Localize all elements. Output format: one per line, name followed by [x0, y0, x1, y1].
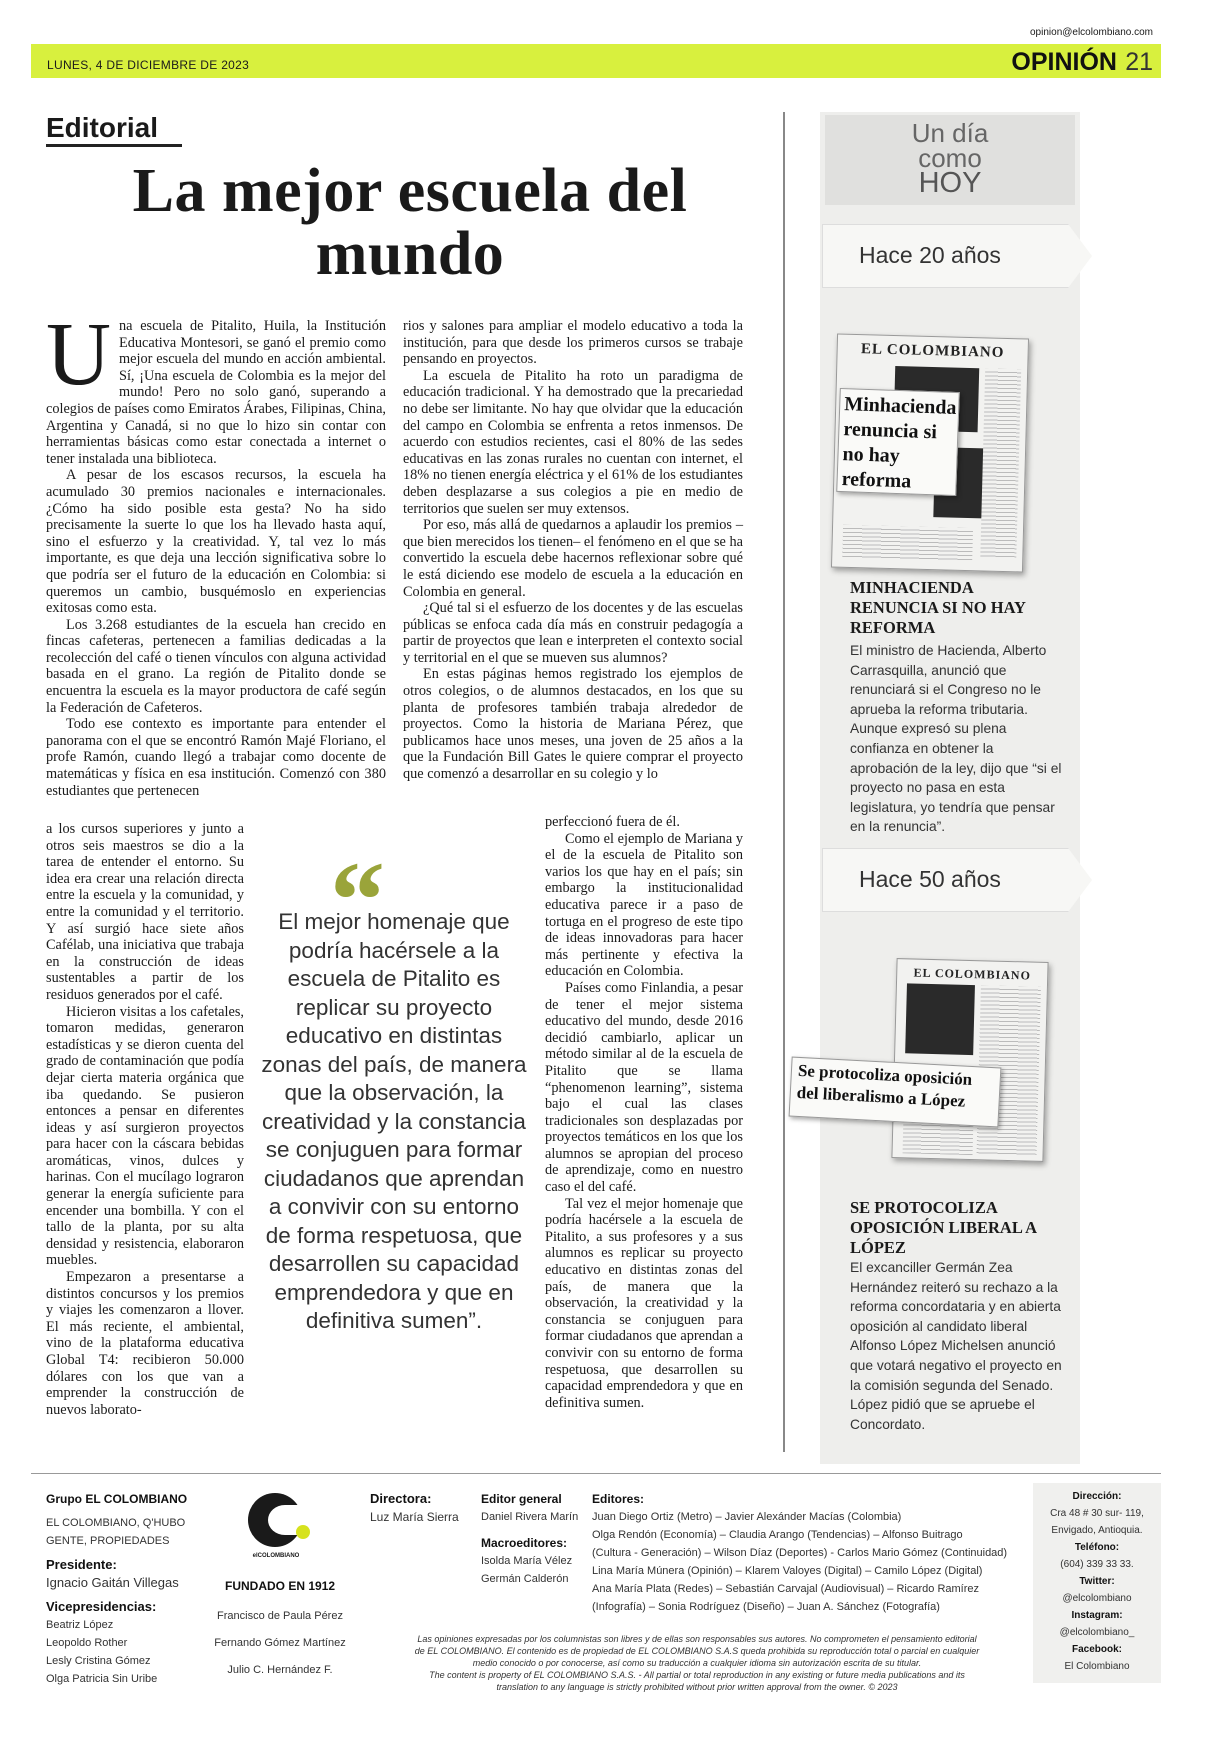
instagram-handle[interactable]: @elcolombiano_	[1059, 1627, 1135, 1638]
editors-line: Olga Rendón (Economía) – Claudia Arango (Tendencias) – Alfonso Buitrago	[592, 1529, 963, 1541]
paragraph: Países como Finlandia, a pesar de tener el mejor sistema educativo del mundo, desde 2016 decidió cambiarlo, aplicar un método similar al de la escuela de Pitalito que se llama “phenomenon learning”, sistema bajo el cual las clases tradicionales son desplazadas por proyectos temáticos en los que los alumnos se apropian del proceso de aprendizaje, como en nuestro caso el del café.	[545, 979, 743, 1196]
editor-general-name: Daniel Rivera Marín	[481, 1511, 579, 1523]
column-divider	[783, 112, 785, 1452]
founder-name: Francisco de Paula Pérez	[217, 1610, 343, 1622]
president-name: Ignacio Gaitán Villegas	[46, 1575, 179, 1590]
footer-group	[46, 1490, 187, 1688]
paragraph: Todo ese contexto es importante para entender el panorama con el que se encontró Ramón Majé Floriano, el profe Ramón, cuando llegó a trabajar como docente de matemáticas y física en esa institución. Comenzó con 380 estudiantes que pertenecen	[46, 716, 386, 799]
footer-founders	[210, 1577, 350, 1679]
drop-cap: U	[46, 305, 111, 404]
editor-general-label: Editor general	[481, 1492, 562, 1506]
group-title: Grupo EL COLOMBIANO	[46, 1492, 188, 1506]
sidebar-title	[825, 115, 1075, 199]
editors-label: Editores:	[592, 1492, 645, 1506]
paragraph: a los cursos superiores y junto a otros seis maestros se dio a la tarea de entender el entorno. Su idea era crear una relación directa entre la escuela y la comunidad, y entre la comunidad y el territorio. Y así surgió hace siete años Cafélab, una iniciativa que trabaja en la construcción de ideas sustentables a partir de los residuos generados por el café.	[46, 821, 244, 1003]
section-name: OPINIÓN	[1011, 48, 1117, 76]
header-email[interactable]: opinion@elcolombiano.com	[1030, 27, 1153, 38]
vp-label: Vicepresidencias:	[46, 1599, 157, 1614]
disclaimer-line: The content is property of EL COLOMBIANO S.A.S. - All partial or total reproduction in any existing or future media publications and its	[429, 1670, 965, 1680]
page-number: 21	[1125, 48, 1153, 76]
editors-line: (Infografía) – Sonia Rodríguez (Diseño) – Juan A. Sánchez (Fotografía)	[592, 1601, 940, 1613]
twitter-label: Twitter:	[1079, 1576, 1115, 1587]
editorial-rule	[46, 144, 182, 147]
article-headline: La mejor escuela del mundo	[132, 157, 688, 288]
address-label: Dirección:	[1072, 1491, 1122, 1502]
newspaper-text-lines	[842, 525, 973, 562]
footer-director	[370, 1490, 459, 1526]
article-column-2b	[545, 814, 743, 1411]
footer-editors	[592, 1490, 1007, 1616]
director-label: Directora:	[370, 1491, 432, 1506]
facebook-label: Facebook:	[1071, 1644, 1122, 1655]
article-column-2a	[403, 318, 743, 783]
editors-line: Ana María Plata (Redes) – Sebastián Carvajal (Audiovisual) – Ricardo Ramírez	[592, 1583, 980, 1595]
logo-text: elCOLOMBIANO	[252, 1553, 300, 1559]
paragraph: La escuela de Pitalito ha roto un paradigma de educación tradicional. Y ha demostrado que la precariedad no debe ser limitante. No hay que olvidar que la educación del campo en Colombia se enfrenta a retos inmensos. De acuerdo con estudios recientes, casi el 80% de las sedes educativas en las zonas rurales no cuentan con internet, el 18% no tienen energía eléctrica y el 61% de los estudiantes deben desplazarse a sus colegios a pie en medio de territorios que suelen ser muy extensos.	[403, 367, 743, 517]
newspaper-masthead: EL COLOMBIANO	[913, 965, 1032, 983]
disclaimer-line: Las opiniones expresadas por los columnistas son libres y de ellas son responsables sus autores. No comprometen el pensamiento editorial	[417, 1634, 977, 1644]
footer-rule	[31, 1473, 1161, 1474]
sidebar-headline-50: SE PROTOCOLIZA OPOSICIÓN LIBERAL A LÓPEZ	[850, 1198, 1037, 1257]
group-brands: EL COLOMBIANO, Q'HUBO	[46, 1517, 186, 1529]
vp-name: Olga Patricia Sin Uribe	[46, 1673, 158, 1685]
macroeditors-label: Macroeditores:	[481, 1536, 568, 1550]
newspaper-masthead: EL COLOMBIANO	[860, 341, 1005, 361]
sidebar-headline-20: MINHACIENDA RENUNCIA SI NO HAY REFORMA	[850, 578, 1026, 637]
newspaper-image-50	[891, 958, 1048, 1162]
vp-name: Lesly Cristina Gómez	[46, 1655, 151, 1667]
twitter-handle[interactable]: @elcolombiano	[1062, 1593, 1132, 1604]
newspaper-clipping-20: Minhacienda renuncia si no hay reforma	[836, 388, 960, 496]
newspaper-clipping-50: Se protocoliza oposición del liberalismo a López	[789, 1057, 1002, 1128]
editors-line: Lina María Múnera (Opinión) – Klarem Valoyes (Digital) – Camilo López (Digital)	[592, 1565, 983, 1577]
paragraph: rios y salones para ampliar el modelo educativo a toda la institución, para que desde los primeros cursos se trabaje pensando en proyectos.	[403, 318, 743, 368]
facebook-handle[interactable]: El Colombiano	[1064, 1661, 1130, 1672]
newspaper-text-lines	[980, 368, 1021, 559]
article-column-1a	[46, 305, 386, 799]
footer-contact	[1033, 1488, 1161, 1675]
editors-line: Juan Diego Ortiz (Metro) – Javier Alexánder Macías (Colombia)	[592, 1511, 902, 1523]
banner-20-years	[822, 224, 1069, 288]
phone-number[interactable]: (604) 339 33 33.	[1060, 1559, 1134, 1570]
quote-mark-icon: “	[330, 839, 385, 961]
article-column-1b	[46, 821, 244, 1418]
disclaimer-line: medio conocido o por conocerse, así como su traducción a cualquier idioma sin autorización escrita de su titular.	[472, 1658, 922, 1668]
paragraph: Tal vez el mejor homenaje que podría hacérsele a la escuela de Pitalito, a sus profesores y a sus alumnos es replicar su proyecto educativo en distintas zonas del país, de manera que la observación, la creatividad y la constancia se conjuguen para formar ciudadanos que aprendan a convivir con su entorno de forma respetuosa, que desarrollen su capacidad emprendedora y que en definitiva sumen.	[545, 1195, 743, 1411]
banner-label: Hace 50 años	[859, 866, 1001, 892]
banner-label: Hace 20 años	[859, 242, 1001, 268]
sidebar-title-line: Un día	[911, 118, 989, 148]
sidebar-text-50: El excanciller Germán Zea Hernández reiteró su rechazo a la reforma concordataria y en abierta oposición al candidato liberal Alfonso López Michelsen anunció que votará negativo el proyecto en la comisión segunda del Senado. López pidió que se apruebe el Concordato.	[850, 1260, 1062, 1432]
issue-date: LUNES, 4 DE DICIEMBRE DE 2023	[47, 58, 250, 72]
founder-name: Julio C. Hernández F.	[227, 1664, 333, 1676]
paragraph: perfeccionó fuera de él.	[545, 814, 680, 830]
paragraph: Por eso, más allá de quedarnos a aplaudir los premios –que bien merecidos los tienen– el fenómeno en el que se ha convertido la escuela debe hacernos reflexionar sobre qué le está diciendo ese modelo de escuela a la educación en Colombia en general.	[403, 517, 743, 600]
group-brands: GENTE, PROPIEDADES	[46, 1535, 170, 1547]
disclaimer-line: de EL COLOMBIANO. El contenido es de propiedad de EL COLOMBIANO S.A.S queda prohibida su reproducción total o parcial en cualquier	[414, 1646, 980, 1656]
vp-name: Beatriz López	[46, 1619, 114, 1631]
paragraph: En estas páginas hemos registrado los ejemplos de otros colegios, o de alumnos destacados, en los que su planta de profesores también trabaja alrededor de proyectos. Como la historia de Mariana Pérez, que publicamos hace unos meses, una joven de 25 años a la que la Fundación Bill Gates le quiere comprar el proyecto que comenzó a desarrollar en su colegio y lo	[403, 666, 743, 783]
sidebar-title-line: como	[918, 143, 982, 173]
newspaper-photo	[905, 983, 975, 1055]
macroeditor-name: Germán Calderón	[481, 1573, 569, 1585]
address-line: Envigado, Antioquia.	[1051, 1525, 1143, 1536]
vp-name: Leopoldo Rother	[46, 1637, 128, 1649]
paragraph: Los 3.268 estudiantes de la escuela han crecido en fincas cafeteras, pertenecen a familias dedicadas a la recolección del café o tienen vínculos con alguna actividad basada en el grano. La región de Pitalito donde se encuentra la escuela es la mayor productora de café según la Federación de Cafeteros.	[46, 616, 386, 716]
logo-dot	[296, 1525, 310, 1539]
pull-quote: El mejor homenaje que podría hacérsele a la escuela de Pitalito es replicar su proyecto educativo en distintas zonas del país, de manera que la observación, la creatividad y la constancia se conjuguen para formar ciudadanos que aprendan a convivir con su entorno de forma respetuosa, que desarrollen su capacidad emprendedora y que en definitiva sumen”.	[261, 909, 527, 1333]
paragraph: Como el ejemplo de Mariana y el de la escuela de Pitalito son varios los que hay en el país; sin embargo la institucionalidad educativa parece ir a paso de tortuga en el progreso de este tipo de ideas innovadoras para hacer más pertinente y efectiva la educación en Colombia.	[545, 830, 743, 980]
disclaimer-line: translation to any language is strictly prohibited without prior written approval from the owner. © 2023	[496, 1682, 898, 1692]
footer-editor-general	[481, 1490, 578, 1588]
footer-disclaimer	[372, 1633, 1022, 1693]
paragraph: na escuela de Pitalito, Huila, la Institución Educativa Montesori, se ganó el premio como mejor escuela del mundo en acción ambiental. Sí, ¡Una escuela de Colombia es la mejor del mundo! Pero no solo ganó, superando a colegios de países como Emiratos Árabes, Filipinas, China, Argentina y Canadá, si no que lo hizo sin contar con herramientas básicas como estar conectada a internet o tener instalada una biblioteca.	[46, 318, 386, 467]
paragraph: A pesar de los escasos recursos, la escuela ha acumulado 30 premios nacionales e internacionales. ¿Cómo ha sido posible esta gesta? No ha sido precisamente la suerte lo que los ha llevado hasta aquí, sino el esfuerzo y la creatividad. Y, tal vez lo más importante, es que deja una lección significativa sobre lo que podría ser el futuro de la educación en Colombia: si queremos un cambio, busquémoslo en experiencias exitosas como esta.	[46, 467, 386, 617]
address-line: Cra 48 # 30 sur- 119,	[1050, 1508, 1144, 1519]
founder-name: Fernando Gómez Martínez	[214, 1637, 346, 1649]
paragraph: Hicieron visitas a los cafetales, tomaron medidas, generaron estadísticas y se dieron cuenta del grado de contaminación que podía dejar cierta materia orgánica que iba quedando. Se pusieron entonces a pensar en diferentes ideas y así surgieron proyectos para hacer con la cáscara bebidas aromáticas, vinos, dulces y harinas. Con el mucílago lograron generar la energía suficiente para encender una bombilla. Y con el tallo de la planta, por su alta densidad y resistencia, elaboraron muebles.	[46, 1003, 244, 1269]
paragraph: ¿Qué tal si el esfuerzo de los docentes y de las escuelas públicas se enfoca cada día más en construir pedagogía a partir de proyectos que lean e interpreten el contexto social y territorial en el que se mueven sus alumnos?	[403, 600, 743, 666]
director-name: Luz María Sierra	[370, 1510, 459, 1524]
editorial-label: Editorial	[46, 112, 159, 143]
sidebar-title-hoy: HOY	[918, 167, 982, 199]
macroeditor-name: Isolda María Vélez	[481, 1555, 573, 1567]
paragraph: Empezaron a presentarse a distintos concursos y los premios y viajes les comenzaron a llover. El más reciente, el ambiental, vino de la plataforma educativa Global T4: recibieron 50.000 dólares con los que van a emprender la construcción de nuevos laborato-	[46, 1269, 244, 1418]
instagram-label: Instagram:	[1071, 1610, 1123, 1621]
founded-label: FUNDADO EN 1912	[224, 1579, 336, 1593]
president-label: Presidente:	[46, 1557, 117, 1572]
sidebar-text-20: El ministro de Hacienda, Alberto Carrasquilla, anunció que renunciará si el Congreso no le aprueba la reforma tributaria. Aunque expresó su plena confianza en obtener la aprobación de la ley, dijo que “si el proyecto no pasa en esta legislatura, yo tendría que pensar en la renuncia”.	[850, 643, 1062, 835]
banner-50-years	[822, 848, 1069, 912]
editors-line: (Cultura - Generación) – Wilson Díaz (Deportes) - Carlos Mario Gómez (Continuidad)	[592, 1547, 1008, 1559]
phone-label: Teléfono:	[1074, 1542, 1120, 1553]
